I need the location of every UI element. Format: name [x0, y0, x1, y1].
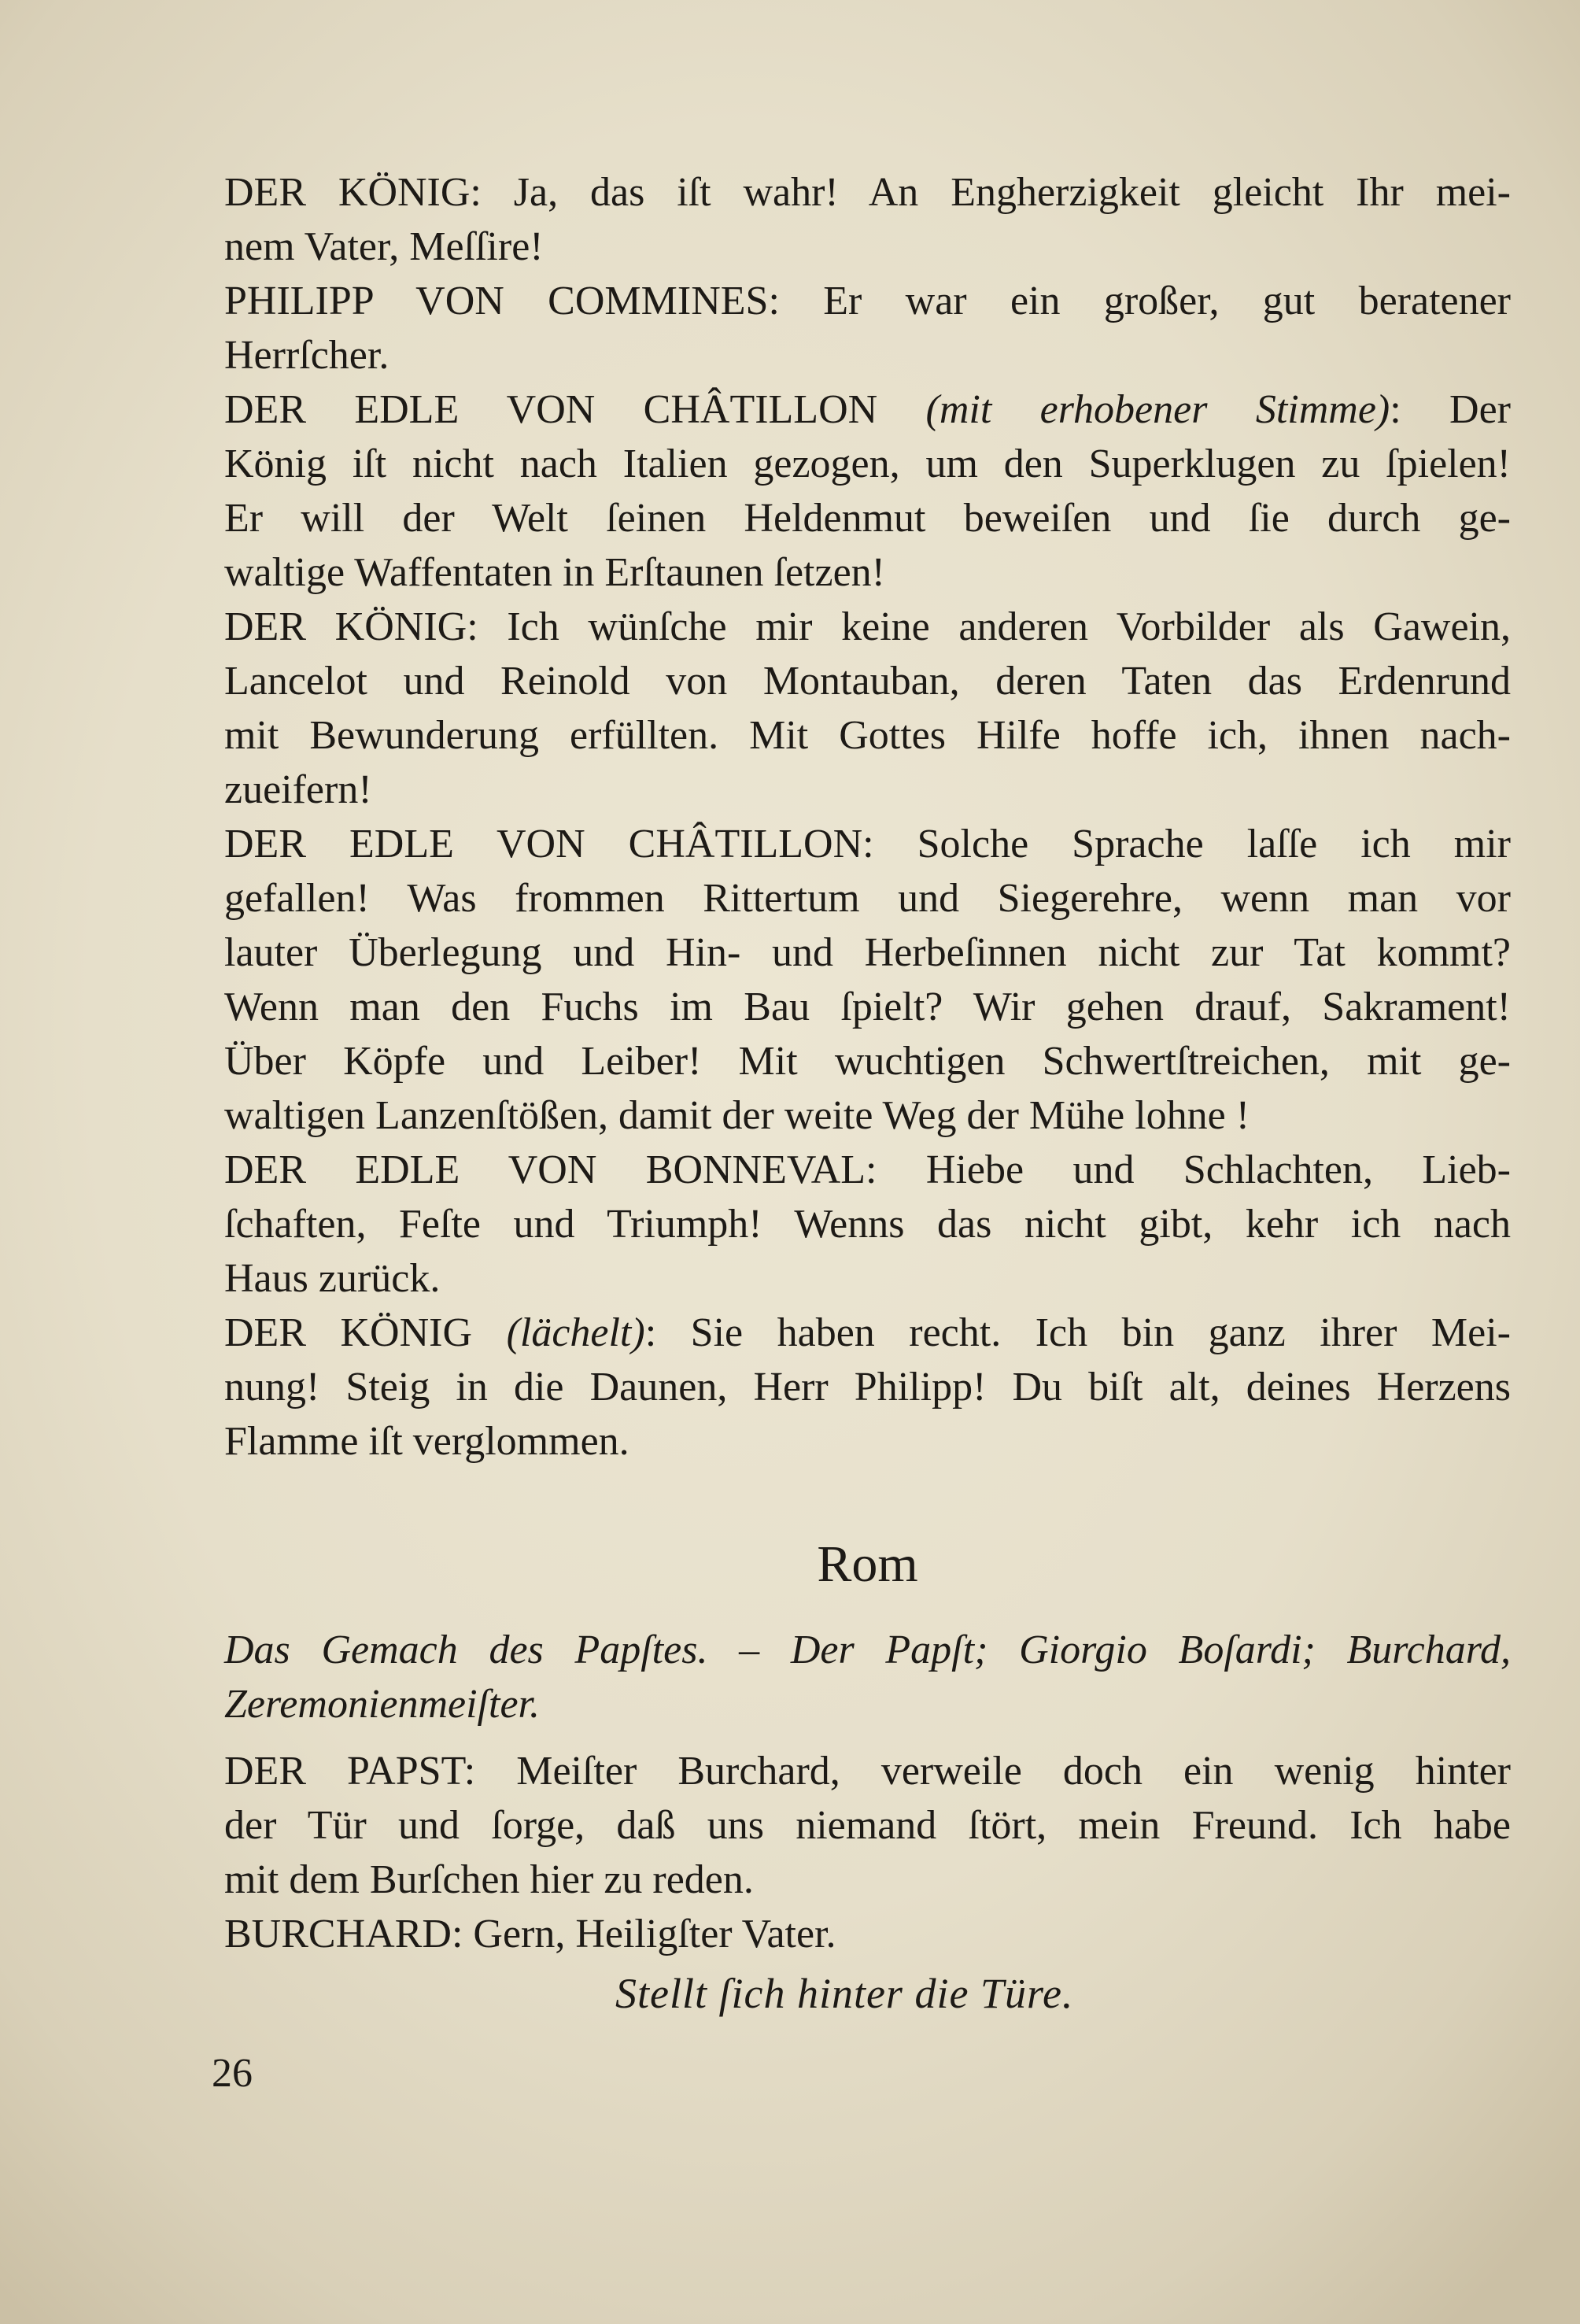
text-line: Flamme iſt verglommen. — [224, 1419, 629, 1464]
text-line: lauter Überlegung und Hin- und Herbeſinnen nicht zur Tat kommt? — [224, 930, 1511, 975]
text-line — [224, 1306, 1511, 1360]
text-line: DER EDLE VON CHÂTILLON: Solche Sprache laſſe ich mir — [224, 822, 1511, 866]
text-line: waltige Waffentaten in Erſtaunen ſetzen! — [224, 550, 885, 595]
speaker-name: DER KÖNIG — [224, 1310, 473, 1355]
setting-line: Zeremonienmeiſter. — [224, 1682, 540, 1727]
dialogue-scene-2 — [224, 1744, 1511, 1961]
text-line: DER KÖNIG: Ich wünſche mir keine anderen Vorbilder als Gawein, — [224, 604, 1511, 649]
stage-direction: (lächelt) — [506, 1310, 645, 1355]
stage-direction: Stellt ſich hinter die Türe. — [615, 1970, 1074, 2017]
page-number: 26 — [212, 2051, 253, 2096]
text-line: DER PAPST: Meiſter Burchard, verweile doch ein wenig hinter — [224, 1749, 1511, 1794]
stage-direction: (mit erhobener Stimme) — [925, 387, 1390, 432]
text-line: mit dem Burſchen hier zu reden. — [224, 1857, 754, 1902]
speaker-name: DER EDLE VON CHÂTILLON — [224, 387, 878, 432]
text-line: mit Bewunderung erfüllten. Mit Gottes Hilfe hoffe ich, ihnen nach- — [224, 713, 1511, 758]
text-line: König iſt nicht nach Italien gezogen, um den Superklugen zu ſpielen! — [224, 442, 1511, 486]
text-line: ſchaften, Feſte und Triumph! Wenns das nicht gibt, kehr ich nach — [224, 1202, 1511, 1247]
text-line: PHILIPP VON COMMINES: Er war ein großer, gut beratener — [224, 279, 1511, 323]
text-line: waltigen Lanzenſtößen, damit der weite Weg der Mühe lohne ! — [224, 1093, 1250, 1138]
text-line: BURCHARD: Gern, Heiligſter Vater. — [224, 1912, 836, 1956]
text-line: der Tür und ſorge, daß uns niemand ſtört, mein Freund. Ich habe — [224, 1803, 1511, 1848]
text-line — [224, 382, 1511, 437]
text-line: Lancelot und Reinold von Montauban, deren Taten das Erdenrund — [224, 659, 1511, 704]
text-line: nem Vater, Meſſire! — [224, 224, 544, 269]
text-line: gefallen! Was frommen Rittertum und Siegerehre, wenn man vor — [224, 876, 1511, 921]
text-line: DER KÖNIG: Ja, das iſt wahr! An Engherzigkeit gleicht Ihr mei- — [224, 170, 1511, 215]
text-line: Herrſcher. — [224, 333, 389, 378]
text-line: zueifern! — [224, 767, 372, 812]
text-line: Über Köpfe und Leiber! Mit wuchtigen Schwertſtreichen, mit ge- — [224, 1039, 1511, 1084]
scene-setting — [224, 1623, 1511, 1731]
text-line: DER EDLE VON BONNEVAL: Hiebe und Schlachten, Lieb- — [224, 1147, 1511, 1192]
text-line: Haus zurück. — [224, 1256, 441, 1301]
speech-text: : Sie haben recht. Ich bin ganz ihrer Mei- — [644, 1310, 1512, 1355]
dialogue-scene-1 — [224, 165, 1511, 1469]
speech-text: : Der — [1390, 387, 1511, 432]
setting-line: Das Gemach des Papſtes. – Der Papſt; Giorgio Boſardi; Burchard, — [224, 1628, 1511, 1672]
text-line: Wenn man den Fuchs im Bau ſpielt? Wir gehen drauf, Sakrament! — [224, 985, 1511, 1029]
text-line: nung! Steig in die Daunen, Herr Philipp! Du biſt alt, deines Herzens — [224, 1365, 1511, 1410]
scene-heading: Rom — [817, 1535, 918, 1593]
text-line: Er will der Welt ſeinen Heldenmut beweiſen und ſie durch ge- — [224, 496, 1511, 541]
